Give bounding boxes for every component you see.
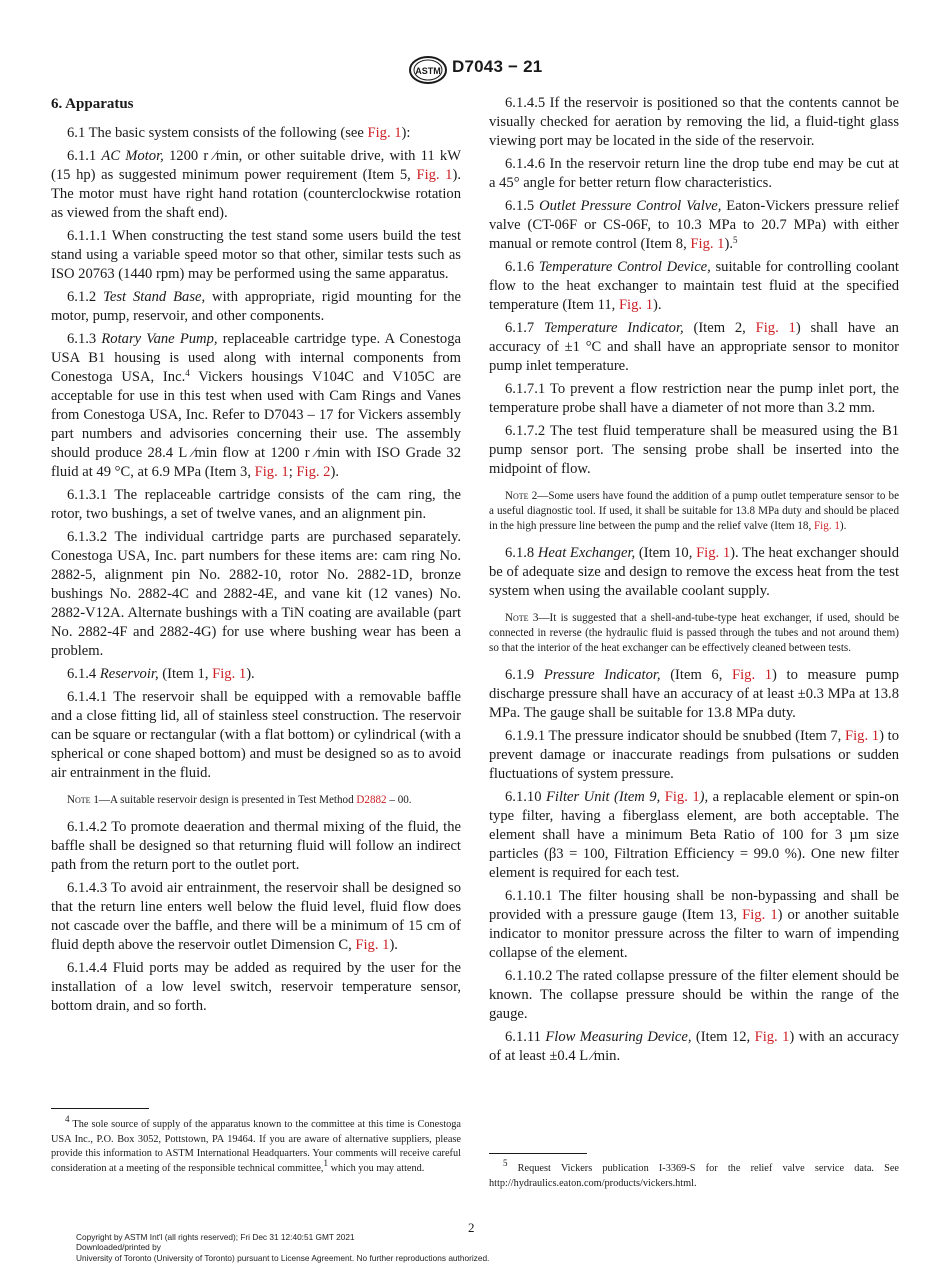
footnote-rule <box>489 1153 587 1154</box>
paragraph-6-1-4: 6.1.4 Reservoir, (Item 1, Fig. 1). <box>67 666 255 682</box>
page-header <box>0 56 950 84</box>
fig-link[interactable]: Fig. 1 <box>618 297 653 313</box>
paragraph-6-1-6: 6.1.6 Temperature Control Device, suitable for controlling coolant flow to the heat exchanger to maintain test fluid at the specified temperature (Item 11, Fig. 1). <box>489 259 899 313</box>
footnote-rule <box>51 1108 149 1109</box>
paragraph-6-1-1-1: 6.1.1.1 When constructing the test stand some users build the test stand using a variable speed motor so that other, similar tests such as ISO 20763 (1440 rpm) may be performed using the same apparatus. <box>51 228 461 282</box>
paragraph-6-1-10: 6.1.10 Filter Unit (Item 9, Fig. 1), a replacable element or spin-on type filter, having a fiberglass element, are both acceptable. The element shall have a minimum Beta Ratio of 100 for 3 µm size particles (β3 = 100, Filtration Efficiency = 99.0 %). One new filter element is required for each test. <box>489 789 900 881</box>
paragraph-6-1-9: 6.1.9 Pressure Indicator, (Item 6, Fig. 1) to measure pump discharge pressure shall have an accuracy of at least ±0.3 MPa at 13.8 MPa. The gauge shall be suitable for 13.8 MPa duty. <box>489 667 899 721</box>
paragraph-6-1-5: 6.1.5 Outlet Pressure Control Valve, Eaton-Vickers pressure relief valve (CT-06F or CS-06F, to 10.3 MPa to 20.7 MPa) with either manual or remote control (Item 8, Fig. 1).$^5$ <box>489 198 899 252</box>
standard-link[interactable]: D2882 <box>356 794 387 806</box>
paragraph-6-1-10-2: 6.1.10.2 The rated collapse pressure of the filter element should be known. The collapse pressure should be within the range of the gauge. <box>489 968 899 1022</box>
paragraph-6-1-11: 6.1.11 Flow Measuring Device, (Item 12, Fig. 1) with an accuracy of at least ±0.4 L ⁄min. <box>489 1029 900 1064</box>
fig-link[interactable]: Fig. 2 <box>296 464 331 480</box>
footnote-4: $^4$ The sole source of supply of the apparatus known to the committee at this time is Conestoga USA Inc., P.O. Box 3052, Pottstown, PA 19464. If you are aware of alternative suppliers, please provide this information to ASTM International Headquarters. Your comments will receive careful consideration at a meeting of the responsible technical committee,$^1$ which you may attend. <box>51 1114 461 1174</box>
fig-link[interactable]: Fig. 1 <box>212 666 247 682</box>
note-1: Note 1—A suitable reservoir design is presented in Test Method D2882 – 00. <box>67 794 412 806</box>
footnote-ref: 5 <box>732 235 738 245</box>
fig-link[interactable]: Fig. 1 <box>355 937 390 953</box>
fig-link[interactable]: Fig. 1 <box>754 1029 790 1045</box>
paragraph-6-1-4-4: 6.1.4.4 Fluid ports may be added as required by the user for the installation of a low level switch, reservoir temperature sensor, bottom drain, and so forth. <box>51 960 461 1014</box>
paragraph-6-1-7-1: 6.1.7.1 To prevent a flow restriction near the pump inlet port, the temperature probe shall have a diameter of not more than 3.2 mm. <box>489 381 899 416</box>
paragraph-6-1-4-6: 6.1.4.6 In the reservoir return line the drop tube end may be cut at a 45° angle for better return flow characteristics. <box>489 156 899 191</box>
paragraph-6-1-7: 6.1.7 Temperature Indicator, (Item 2, Fig. 1) shall have an accuracy of ±1 °C and shall have an appropriate sensor to monitor pump inlet temperature. <box>489 320 899 374</box>
page-number: 2 <box>468 1220 475 1235</box>
paragraph-6-1-10-1: 6.1.10.1 The filter housing shall be non-bypassing and shall be provided with a pressure gauge (Item 13, Fig. 1) or another suitable indicator to monitor pressure across the filter to warn of impending collapse of the element. <box>489 888 900 961</box>
paragraph-6-1-4-3: 6.1.4.3 To avoid air entrainment, the reservoir shall be designed so that the return line enters well below the fluid level, fluid flow does not cascade over the baffle, and there will be a minimum of 15 cm of fluid depth above the reservoir outlet Dimension C, Fig. 1). <box>51 880 461 953</box>
fig-link[interactable]: Fig. 1 <box>814 520 840 532</box>
right-column <box>489 94 899 1070</box>
fig-link[interactable]: Fig. 1 <box>742 907 778 923</box>
fig-link[interactable]: Fig. 1 <box>755 320 796 336</box>
fig-link[interactable]: Fig. 1 <box>696 545 731 561</box>
paragraph-6-1-4-1: 6.1.4.1 The reservoir shall be equipped with a removable baffle and a close fitting lid, all of stainless steel construction. The reservoir can be square or rectangular (with a flat bottom) or cylindrical (with a spherical or cone shaped bottom) and must be designed so as to avoid air entrainment in the fluid. <box>51 689 461 781</box>
paragraph-6-1-3-2: 6.1.3.2 The individual cartridge parts are purchased separately. Conestoga USA, Inc. part numbers for these items are: cam ring No. 2882-5, alignment pin No. 2882-10, rotor No. 2882-1D, bronze bushings No. 2882-4C and 2882-4E, and vane kit (12 vanes) No. 2882-V12A. Alternate bushings with a TiN coating are available (part No. 2882-4F and 2882-4G) for use where bushing wear has been a problem. <box>51 529 461 659</box>
paragraph-6-1: 6.1 The basic system consists of the following (see Fig. 1): <box>67 125 411 141</box>
paragraph-6-1-8: 6.1.8 Heat Exchanger, (Item 10, Fig. 1). The heat exchanger should be of adequate size and design to remove the excess heat from the test system when using the available coolant supply. <box>489 545 899 599</box>
copyright-notice: Copyright by ASTM Int'l (all rights reserved); Fri Dec 31 12:40:51 GMT 2021 Downloaded/printed by University of Toronto (University of Toronto) pursuant to License Agreement. No further reproductions authorized. <box>76 1232 490 1263</box>
fig-link[interactable]: Fig. 1 <box>690 236 725 252</box>
paragraph-6-1-1: 6.1.1 AC Motor, 1200 r ⁄min, or other suitable drive, with 11 kW (15 hp) as suggested minimum power requirement (Item 5, Fig. 1). The motor must have right hand rotation (counterclockwise rotation as viewed from the shaft end). <box>51 148 462 221</box>
paragraph-6-1-2: 6.1.2 Test Stand Base, with appropriate, rigid mounting for the motor, pump, reservoir, and other components. <box>51 289 461 324</box>
fig-link[interactable]: Fig. 1 <box>732 667 773 683</box>
footnote-ref: 4 <box>185 368 190 378</box>
fig-link[interactable]: Fig. 1 <box>845 728 880 744</box>
paragraph-6-1-4-5: 6.1.4.5 If the reservoir is positioned so that the contents cannot be visually checked for aeration by removing the lid, a fluid-tight glass viewing port may be located in the side of the reservoir. <box>489 95 899 149</box>
fig-link[interactable]: Fig. 1 <box>367 125 402 141</box>
footnote-5: $^5$ Request Vickers publication I-3369-S for the relief valve service data. See http://hydraulics.eaton.com/products/vickers.html. <box>489 1158 899 1189</box>
paragraph-6-1-4-2: 6.1.4.2 To promote deaeration and thermal mixing of the fluid, the baffle shall be designed so that returning fluid will follow an indirect path from the return port to the outlet port. <box>51 819 461 873</box>
astm-logo-icon <box>408 56 448 84</box>
section-heading: 6. Apparatus <box>51 96 134 112</box>
svg-text:ASTM: ASTM <box>415 66 441 76</box>
note-2: Note 2—Some users have found the addition of a pump outlet temperature sensor to be a useful diagnostic tool. If used, it shall be suitable for 13.8 MPa duty and should be placed in the high pressure line between the pump and the relief valve (Item 18, Fig. 1). <box>489 490 899 532</box>
left-column <box>51 92 461 1020</box>
standard-designation: D7043 − 21 <box>452 57 543 76</box>
fig-link[interactable]: Fig. 1 <box>416 167 453 183</box>
paragraph-6-1-3: 6.1.3 Rotary Vane Pump, replaceable cartridge type. A Conestoga USA B1 housing is used along with internal components from Conestoga USA, Inc.$^4$ Vickers housings V104C and V105C are acceptable for use in this test when used with Cam Rings and Vanes from Conestoga USA, Inc. Refer to D7043 – 17 for Vickers assembly part numbers and advisories concerning their use. The assembly should produce 28.4 L ⁄min flow at 1200 r ⁄min with ISO Grade 32 fluid at 49 °C, at 6.9 MPa (Item 3, Fig. 1; Fig. 2). <box>51 331 461 480</box>
paragraph-6-1-9-1: 6.1.9.1 The pressure indicator should be snubbed (Item 7, Fig. 1) to prevent damage or inaccurate readings from pulsations or sudden fluctuations of system pressure. <box>489 728 899 782</box>
paragraph-6-1-7-2: 6.1.7.2 The test fluid temperature shall be measured using the B1 pump sensor port. The sensing probe shall be inserted into the midpoint of flow. <box>489 423 899 477</box>
note-3: Note 3—It is suggested that a shell-and-tube-type heat exchanger, if used, should be connected in reverse (the hydraulic fluid is passed through the tubes and not around them) so that the interior of the heat exchanger can be effectively cleaned between tests. <box>489 612 899 654</box>
paragraph-6-1-3-1: 6.1.3.1 The replaceable cartridge consists of the cam ring, the rotor, two bushings, a set of twelve vanes, and an alignment pin. <box>51 487 461 522</box>
fig-link[interactable]: Fig. 1 <box>664 789 700 805</box>
fig-link[interactable]: Fig. 1 <box>254 464 289 480</box>
